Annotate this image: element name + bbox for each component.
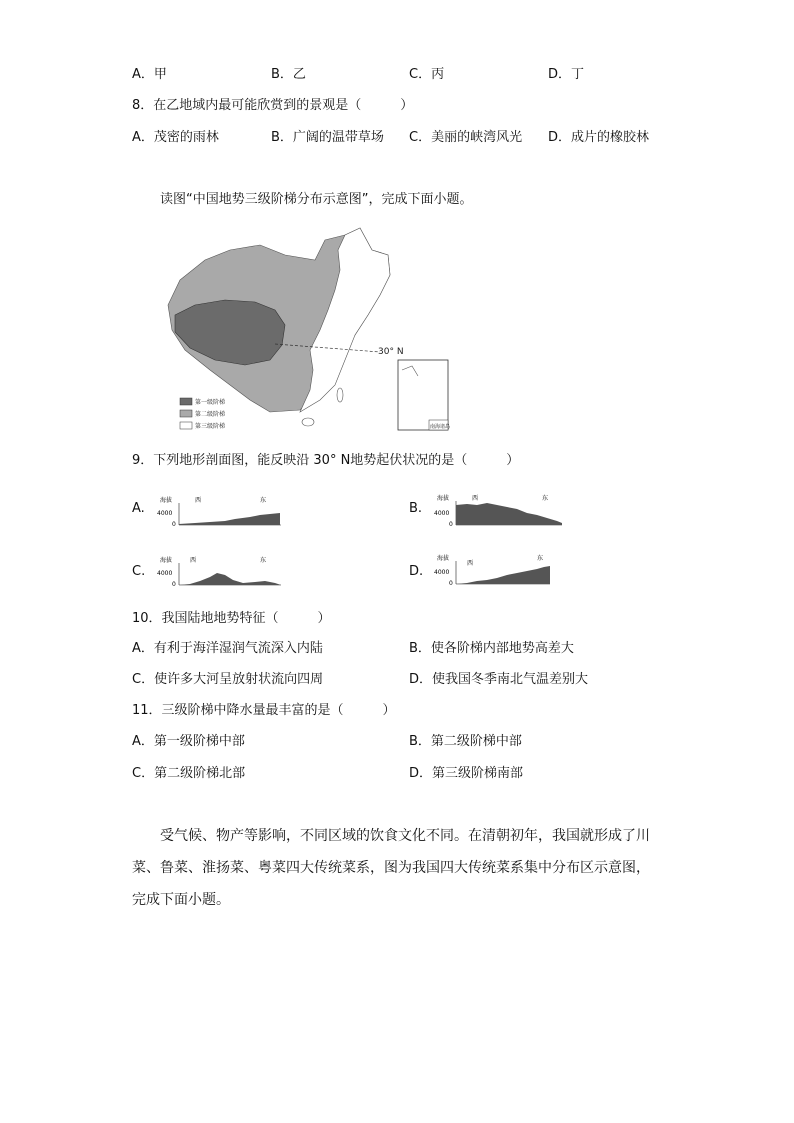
q9-label-d: D. [409, 564, 424, 579]
legend-step3: 第三级阶梯 [195, 423, 226, 430]
svg-text:西: 西 [472, 495, 479, 502]
svg-text:东: 东 [260, 557, 267, 564]
q8-option-d: D．成片的橡胶林 [548, 130, 650, 145]
q7-option-a: A．甲 [132, 67, 167, 82]
map-inset-south-china-sea [398, 360, 448, 430]
q9-label-b: B. [409, 501, 423, 516]
map-latitude-label: 30° N [378, 347, 404, 357]
svg-text:4000: 4000 [157, 570, 173, 577]
q9-label-c: C. [132, 564, 146, 579]
q11-stem: 11．三级阶梯中降水量最丰富的是（ ） [132, 703, 396, 718]
q8-option-c: C．美丽的峡湾风光 [409, 130, 523, 145]
china-terrain-steps-map [150, 220, 450, 435]
profile-c [155, 555, 285, 590]
section-intro-terrain: 读图“中国地势三级阶梯分布示意图”，完成下面小题。 [160, 192, 473, 207]
q10-stem: 10．我国陆地地势特征（ ） [132, 611, 331, 626]
svg-text:0: 0 [172, 521, 176, 528]
q8-option-a: A．茂密的雨林 [132, 130, 219, 145]
q7-option-b: B．乙 [271, 67, 306, 82]
profile-a [155, 495, 285, 530]
svg-text:西: 西 [467, 560, 474, 567]
q11-option-a: A．第一级阶梯中部 [132, 734, 245, 749]
svg-text:0: 0 [449, 521, 453, 528]
svg-text:4000: 4000 [434, 569, 450, 576]
q11-option-c: C．第二级阶梯北部 [132, 766, 246, 781]
q8-stem: 8．在乙地域内最可能欣赏到的景观是（ ） [132, 98, 414, 113]
q10-option-c: C．使许多大河呈放射状流向四周 [132, 672, 324, 687]
profile-b [432, 493, 567, 531]
svg-text:4000: 4000 [157, 510, 173, 517]
section-intro-cuisine: 受气候、物产等影响，不同区域的饮食文化不同。在清朝初年，我国就形成了川菜、鲁菜、淮扬菜、粤菜四大传统菜系，图为我国四大传统菜系集中分布区示意图，完成下面小题。 [132, 828, 650, 908]
q8-option-b: B．广阔的温带草场 [271, 130, 384, 145]
svg-text:海拔: 海拔 [160, 557, 173, 564]
q10-option-b: B．使各阶梯内部地势高差大 [409, 641, 574, 656]
q10-option-a: A．有利于海洋湿润气流深入内陆 [132, 641, 323, 656]
q11-option-b: B．第二级阶梯中部 [409, 734, 522, 749]
svg-text:海拔: 海拔 [437, 495, 450, 502]
svg-text:4000: 4000 [434, 510, 450, 517]
q10-option-d: D．使我国冬季南北气温差别大 [409, 672, 589, 687]
svg-text:0: 0 [449, 580, 453, 587]
svg-text:海拔: 海拔 [437, 555, 450, 562]
svg-text:东: 东 [542, 495, 549, 502]
q7-option-c: C．丙 [409, 67, 445, 82]
svg-text:西: 西 [195, 497, 202, 504]
svg-text:东: 东 [260, 497, 267, 504]
q9-stem: 9．下列地形剖面图，能反映沿 30° N地势起伏状况的是（ ） [132, 453, 520, 468]
legend-step1: 第一级阶梯 [195, 399, 226, 406]
q7-option-d: D．丁 [548, 67, 585, 82]
q9-label-a: A. [132, 501, 145, 516]
svg-text:西: 西 [190, 557, 197, 564]
q11-option-d: D．第三级阶梯南部 [409, 766, 524, 781]
svg-text:0: 0 [172, 581, 176, 588]
svg-text:海拔: 海拔 [160, 497, 173, 504]
map-inset-label: 南海诸岛 [430, 424, 450, 430]
svg-text:东: 东 [537, 555, 544, 562]
legend-step2: 第二级阶梯 [195, 411, 226, 418]
profile-d [432, 553, 562, 590]
